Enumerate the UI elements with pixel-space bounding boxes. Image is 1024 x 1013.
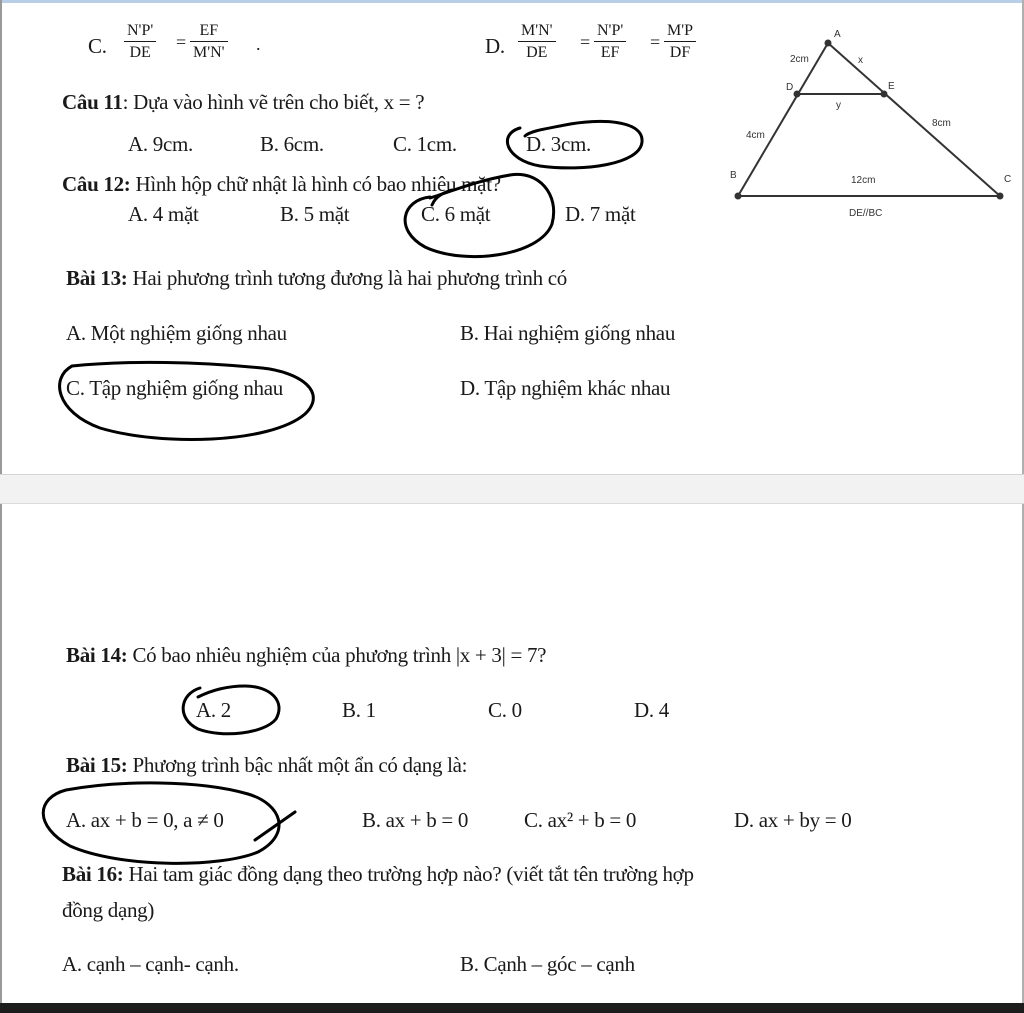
q11-text: : Dựa vào hình vẽ trên cho biết, x = ? (122, 90, 425, 114)
q12-text: Hình hộp chữ nhật là hình có bao nhiêu mặt? (130, 172, 501, 196)
q12-answer-circle (405, 174, 554, 256)
q13-option-c[interactable]: C. Tập nghiệm giống nhau (66, 376, 283, 400)
q12-option-b[interactable]: B. 5 mặt (280, 202, 350, 226)
q13-option-a[interactable]: A. Một nghiệm giống nhau (66, 321, 287, 345)
q11-number: Câu 11 (62, 90, 123, 114)
q14-option-a[interactable]: A. 2 (196, 698, 231, 722)
q15-option-a[interactable]: A. ax + b = 0, a ≠ 0 (66, 808, 224, 832)
label-y: y (836, 100, 841, 111)
fraction-numerator: EF (190, 20, 228, 42)
q13-answer-circle (60, 362, 314, 439)
figure-caption: DE//BC (849, 208, 883, 219)
label-c: C (1004, 174, 1012, 185)
q14-option-b[interactable]: B. 1 (342, 698, 376, 722)
q11-option-d[interactable]: D. 3cm. (526, 132, 591, 156)
q16-number: Bài 16: (62, 862, 124, 886)
q15-option-d[interactable]: D. ax + by = 0 (734, 808, 852, 832)
q12-number: Câu 12: (62, 172, 131, 196)
equals-sign: = (580, 32, 591, 52)
q12-option-d[interactable]: D. 7 mặt (565, 202, 636, 226)
length-bc: 12cm (851, 175, 876, 186)
fraction-numerator: M'P (664, 20, 696, 42)
q14-number: Bài 14: (66, 643, 128, 667)
label-b: B (730, 170, 737, 181)
q10-option-d-label: D. (485, 34, 505, 58)
fraction-denominator: DF (669, 44, 691, 61)
label-x: x (858, 55, 863, 66)
fraction-denominator: DE (526, 44, 548, 61)
length-db: 4cm (746, 130, 765, 141)
q16-option-b[interactable]: B. Cạnh – góc – cạnh (460, 952, 635, 976)
fraction-numerator: N'P' (594, 20, 626, 42)
q14-text: Có bao nhiêu nghiệm của phương trình |x + 3| = 7? (127, 643, 547, 667)
equals-sign: = (176, 32, 187, 52)
q13-number: Bài 13: (66, 266, 128, 290)
equals-sign: = (650, 32, 661, 52)
q11-option-c[interactable]: C. 1cm. (393, 132, 457, 156)
fraction-denominator: EF (600, 44, 620, 61)
q14-option-c[interactable]: C. 0 (488, 698, 522, 722)
label-e: E (888, 81, 895, 92)
label-d: D (786, 82, 794, 93)
q14-option-d[interactable]: D. 4 (634, 698, 669, 722)
q11-answer-circle (507, 121, 642, 168)
q15-option-b[interactable]: B. ax + b = 0 (362, 808, 469, 832)
q13-text: Hai phương trình tương đương là hai phương trình có (127, 266, 567, 290)
period: . (256, 34, 261, 54)
q16-option-a[interactable]: A. cạnh – cạnh- cạnh. (62, 952, 239, 976)
q11-option-b[interactable]: B. 6cm. (260, 132, 324, 156)
q12-option-a[interactable]: A. 4 mặt (128, 202, 199, 226)
q13-option-b[interactable]: B. Hai nghiệm giống nhau (460, 321, 676, 345)
screen-bottom-bar (0, 1003, 1024, 1013)
q15-number: Bài 15: (66, 753, 128, 777)
length-ad: 2cm (790, 54, 809, 65)
length-ec: 8cm (932, 118, 951, 129)
q10-option-c-label: C. (88, 34, 107, 58)
q15-option-c[interactable]: C. ax² + b = 0 (524, 808, 637, 832)
q15-text: Phương trình bậc nhất một ẩn có dạng là: (127, 753, 468, 777)
q13-option-d[interactable]: D. Tập nghiệm khác nhau (460, 376, 671, 400)
q12-option-c[interactable]: C. 6 mặt (421, 202, 491, 226)
q16-text: Hai tam giác đồng dạng theo trường hợp nào? (viết tắt tên trường hợp (123, 862, 694, 886)
fraction-denominator: DE (129, 44, 151, 61)
q14-answer-circle (183, 686, 279, 734)
q11-option-a[interactable]: A. 9cm. (128, 132, 193, 156)
label-a: A (834, 29, 841, 40)
fraction-numerator: N'P' (124, 20, 156, 42)
fraction-denominator: M'N' (193, 44, 225, 61)
fraction-numerator: M'N' (518, 20, 556, 42)
q16-question-line2: đồng dạng) (62, 898, 155, 922)
q15-answer-circle (43, 783, 279, 863)
